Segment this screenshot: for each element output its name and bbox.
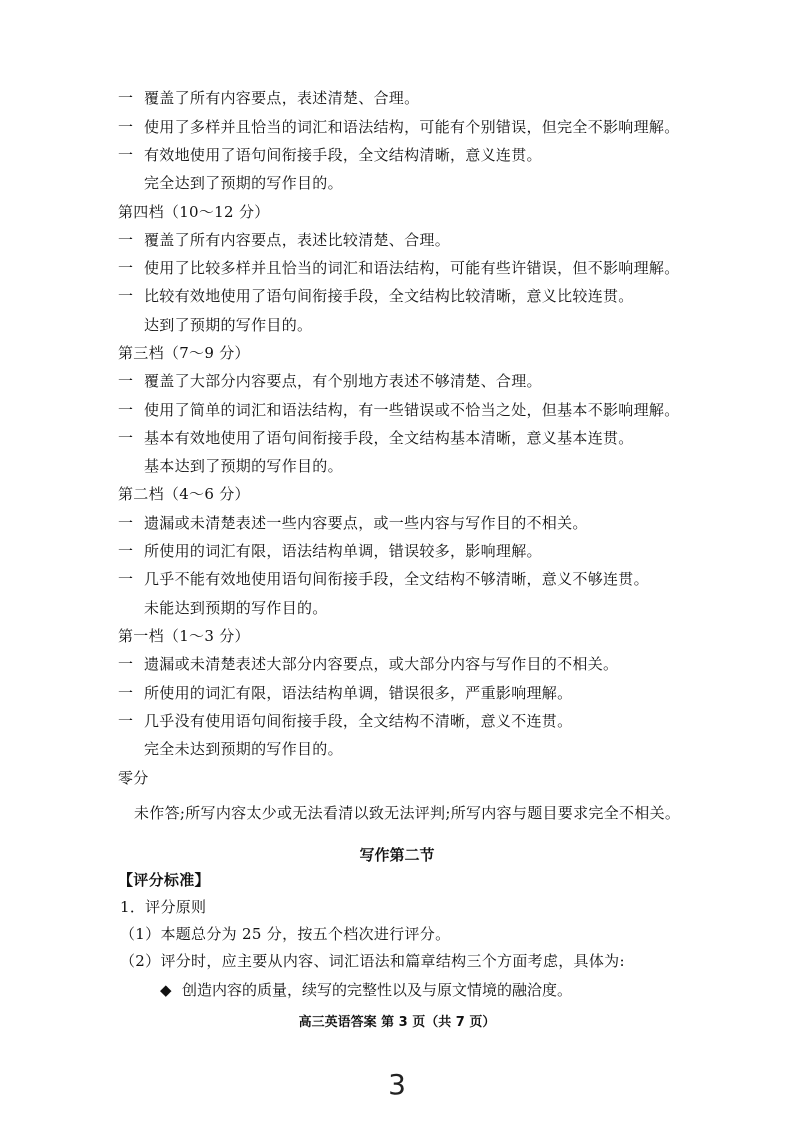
criterion-summary: 达到了预期的写作目的。 xyxy=(144,316,313,334)
dash-marker: 一 xyxy=(118,514,134,532)
criterion-line: 一 几乎不能有效地使用语句间衔接手段，全文结构不够清晰，意义不够连贯。 xyxy=(118,565,649,593)
dash-marker: 一 xyxy=(118,655,134,673)
page-footer: 高三英语答案 第 3 页（共 7 页） xyxy=(298,1015,496,1030)
dash-marker: 一 xyxy=(118,287,134,305)
dash-marker: 一 xyxy=(118,259,134,277)
band-heading: 第三档（7～9 分） xyxy=(118,344,250,362)
principle-item: （1）本题总分为 25 分，按五个档次进行评分。 xyxy=(120,925,451,943)
principles-title: 1．评分原则 xyxy=(120,898,207,916)
dash-marker: 一 xyxy=(118,118,134,136)
principle-item: （2）评分时，应主要从内容、词汇语法和篇章结构三个方面考虑，具体为: xyxy=(120,952,625,970)
criterion-line: 一 使用了简单的词汇和语法结构，有一些错误或不恰当之处，但基本不影响理解。 xyxy=(118,396,680,424)
dash-marker: 一 xyxy=(118,542,134,560)
band-heading: 第一档（1～3 分） xyxy=(118,627,250,645)
criterion-summary: 完全未达到预期的写作目的。 xyxy=(144,740,343,758)
criterion-line: 一 使用了多样并且恰当的词汇和语法结构，可能有个别错误，但完全不影响理解。 xyxy=(118,113,680,141)
page-number: 3 xyxy=(388,1068,406,1101)
diamond-bullet-icon: ◆ xyxy=(160,981,172,999)
criterion-line: 一 比较有效地使用了语句间衔接手段，全文结构比较清晰，意义比较连贯。 xyxy=(118,282,634,310)
criterion-summary: 基本达到了预期的写作目的。 xyxy=(144,457,343,475)
criterion-line: 一 遗漏或未清楚表述大部分内容要点，或大部分内容与写作目的不相关。 xyxy=(118,650,618,678)
dash-marker: 一 xyxy=(118,684,134,702)
criterion-line: 一 覆盖了大部分内容要点，有个别地方表述不够清楚、合理。 xyxy=(118,367,542,395)
dash-marker: 一 xyxy=(118,429,134,447)
section-title: 写作第二节 xyxy=(359,846,435,864)
zero-score-description: 未作答;所写内容太少或无法看清以致无法评判;所写内容与题目要求完全不相关。 xyxy=(134,804,681,822)
criterion-line: 一 基本有效地使用了语句间衔接手段，全文结构基本清晰，意义基本连贯。 xyxy=(118,424,634,452)
dash-marker: 一 xyxy=(118,401,134,419)
dash-marker: 一 xyxy=(118,372,134,390)
criterion-line: 一 覆盖了所有内容要点，表述清楚、合理。 xyxy=(118,84,419,112)
criteria-title: 【评分标准】 xyxy=(118,871,210,889)
band-heading: 第四档（10～12 分） xyxy=(118,203,270,221)
dash-marker: 一 xyxy=(118,146,134,164)
criterion-line: 一 有效地使用了语句间衔接手段，全文结构清晰，意义连贯。 xyxy=(118,141,542,169)
band-heading: 零分 xyxy=(118,769,149,787)
criterion-line: 一 遗漏或未清楚表述一些内容要点，或一些内容与写作目的不相关。 xyxy=(118,509,588,537)
criterion-line: 一 所使用的词汇有限，语法结构单调，错误很多，严重影响理解。 xyxy=(118,679,572,707)
band-heading: 第二档（4～6 分） xyxy=(118,485,250,503)
criterion-line: 一 几乎没有使用语句间衔接手段，全文结构不清晰，意义不连贯。 xyxy=(118,707,572,735)
criterion-line: 一 所使用的词汇有限，语法结构单调，错误较多，影响理解。 xyxy=(118,537,542,565)
bullet-item: ◆ 创造内容的质量，续写的完整性以及与原文情境的融洽度。 xyxy=(160,977,572,1003)
criterion-line: 一 使用了比较多样并且恰当的词汇和语法结构，可能有些许错误，但不影响理解。 xyxy=(118,254,680,282)
dash-marker: 一 xyxy=(118,712,134,730)
criterion-line: 一 覆盖了所有内容要点，表述比较清楚、合理。 xyxy=(118,226,450,254)
criterion-summary: 未能达到预期的写作目的。 xyxy=(144,599,328,617)
dash-marker: 一 xyxy=(118,89,134,107)
dash-marker: 一 xyxy=(118,231,134,249)
criterion-summary: 完全达到了预期的写作目的。 xyxy=(144,174,343,192)
dash-marker: 一 xyxy=(118,570,134,588)
